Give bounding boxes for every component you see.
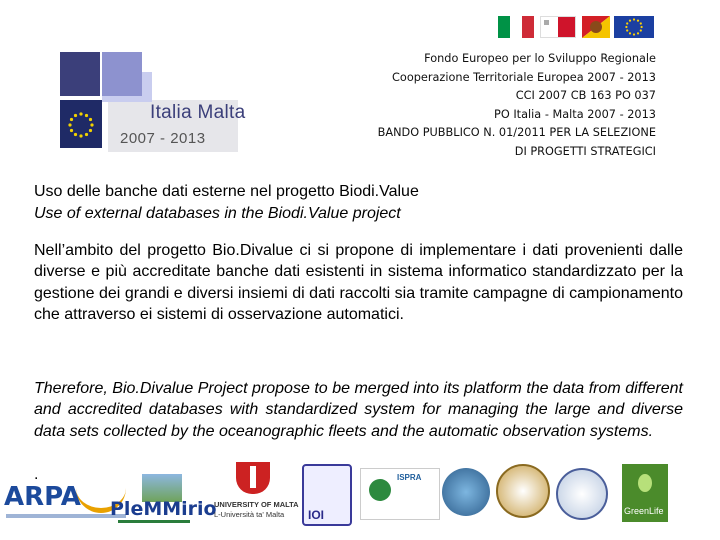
italia-malta-logo — [60, 52, 250, 156]
header-line-6: DI PROGETTI STRATEGICI — [514, 144, 656, 158]
eu-stars-icon — [68, 112, 94, 138]
logo-years: 2007 - 2013 — [120, 130, 206, 147]
header-line-4: PO Italia - Malta 2007 - 2013 — [494, 107, 656, 121]
greenlife-logo — [622, 464, 668, 522]
paragraph-english: Therefore, Bio.Divalue Project propose to be merged into its platform the data from different and accredited databases with standardized system for managing the large and diverse data sets collected by the oceanographic fleets and the automatic observation systems. — [34, 380, 683, 440]
header-line-1: Fondo Europeo per lo Sviluppo Regionale — [424, 52, 656, 65]
ispra-logo-text: ISPRA — [397, 473, 422, 482]
sicily-flag-icon — [582, 16, 610, 38]
ioi-logo — [302, 464, 352, 526]
title-english: Use of external databases in the Biodi.Value project — [34, 205, 401, 222]
logo-blue-square — [102, 52, 142, 96]
greenlife-tree-icon — [638, 474, 652, 492]
plemmirio-logo-text: PleMMirio — [110, 498, 217, 520]
ioi-logo-text: IOI — [308, 508, 325, 522]
ispra-logo — [360, 468, 440, 520]
logo-dark-square — [60, 52, 100, 96]
um-name-line2: L-Università ta' Malta — [214, 510, 285, 519]
ispra-emblem-icon — [369, 479, 391, 501]
round-seal-logo-2 — [496, 464, 550, 518]
um-name-line1: UNIVERSITY OF MALTA — [214, 500, 299, 509]
um-shield-icon — [236, 462, 270, 494]
paragraph-italian: Nell’ambito del progetto Bio.Divalue ci si propone di implementare i dati provenienti dalle diverse e più accreditate banche dati esistenti in sistema informatico standardizzato per la gestione dei grandi e diversi insiemi di dati raccolti sia tramite campagne di campionamento che attraverso ei sistemi di osservazione automatici. — [34, 242, 683, 324]
plemmirio-logo — [108, 474, 217, 522]
round-seal-logo-1 — [442, 468, 490, 516]
logo-name: Italia Malta — [150, 102, 246, 123]
greenlife-logo-text: GreenLife — [624, 506, 664, 516]
header-line-5: BANDO PUBBLICO N. 01/2011 PER LA SELEZIONE — [377, 126, 656, 139]
italy-flag-icon — [498, 16, 534, 38]
plemmirio-underline — [118, 520, 190, 523]
header-line-3: CCI 2007 CB 163 PO 037 — [515, 89, 656, 102]
program-header — [378, 50, 656, 161]
university-of-malta-logo — [214, 462, 299, 520]
trailing-dot: . — [34, 466, 39, 483]
malta-flag-icon — [540, 16, 576, 38]
partner-logos — [0, 460, 720, 540]
eu-flag-icon — [614, 16, 654, 38]
arpa-logo-text: ARPA — [4, 482, 81, 512]
title-italian: Uso delle banche dati esterne nel progetto Biodi.Value — [34, 183, 419, 200]
header-line-2: Cooperazione Territoriale Europea 2007 - 2013 — [392, 70, 656, 84]
round-seal-logo-3 — [556, 468, 608, 520]
